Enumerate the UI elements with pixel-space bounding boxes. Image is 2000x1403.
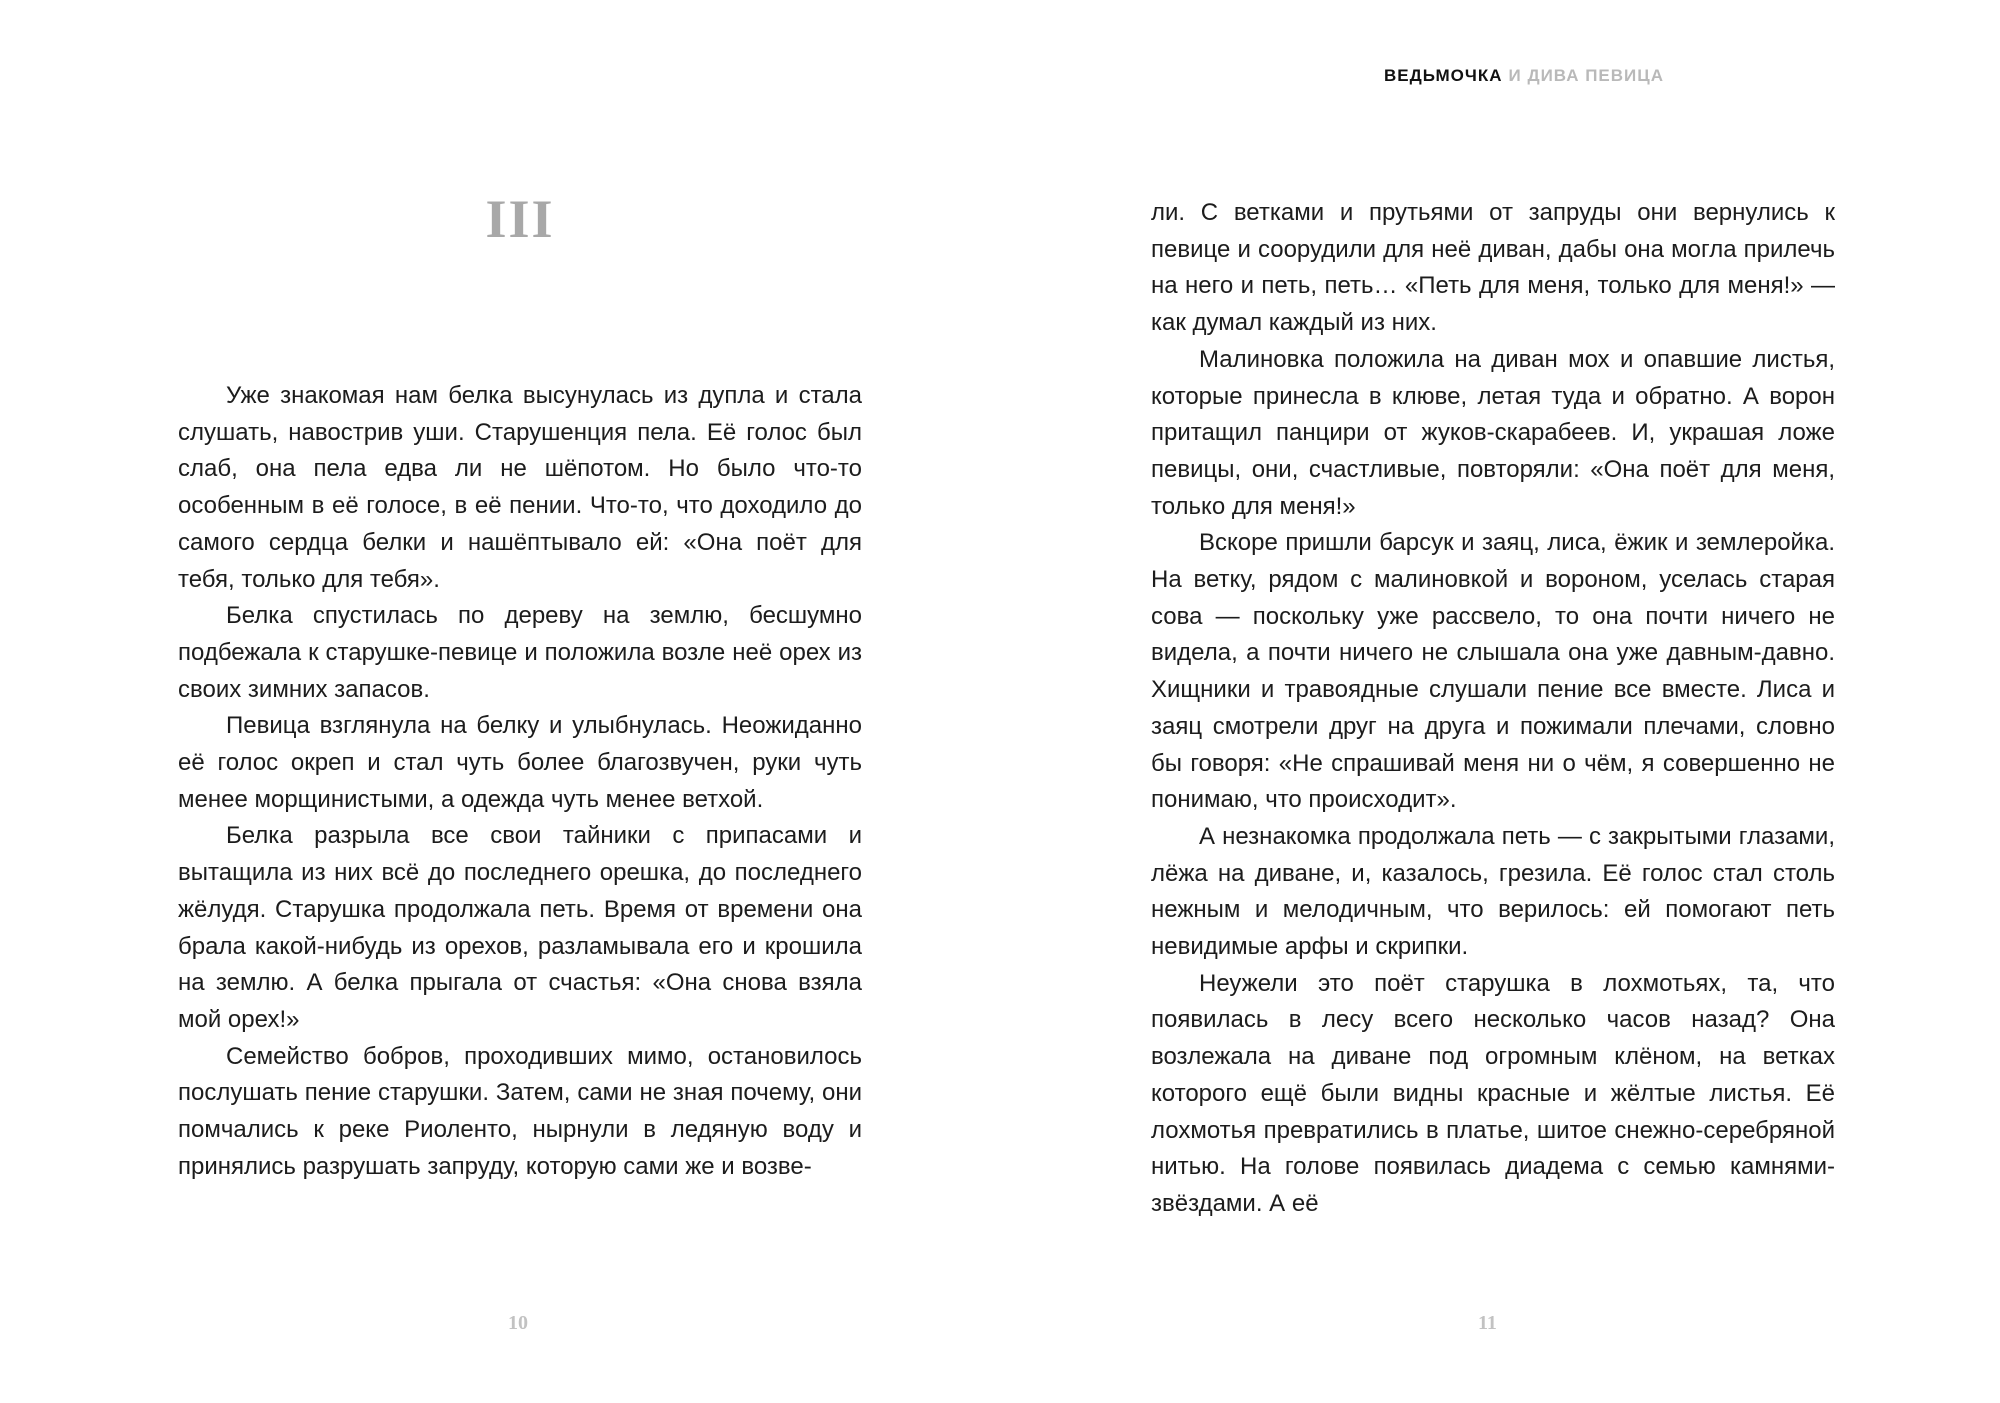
paragraph: Неужели это поёт старушка в лохмотьях, та, что появилась в лесу всего несколько часов назад? Она возлежала на диване под огромным клёном, на ветках которого ещё были видны красные и жёлтые листья. Её лохмотья превратились в платье, шитое снежно-серебряной нитью. На голове появилась диадема с семью камнями-звёздами. А её xyxy=(1151,969,1835,1217)
chapter-number: III xyxy=(485,189,555,249)
right-page xyxy=(1000,0,2000,1403)
paragraph: Певица взглянула на белку и улыбнулась. Неожиданно её голос окреп и стал чуть более благозвучен, руки чуть менее морщинистыми, а одежда чуть менее ветхой. xyxy=(178,712,862,813)
page-number-right: 11 xyxy=(1478,1312,1497,1334)
paragraph: Вскоре пришли барсук и заяц, лиса, ёжик и землеройка. На ветку, рядом с малиновкой и вороном, уселась старая сова — поскольку уже рассвело, то она почти ничего не видела, а почти ничего не слышала она уже давным-давно. Хищники и травоядные слушали пение все вместе. Лиса и заяц смотрели друг на друга и пожимали плечами, словно бы говоря: «Не спрашивай меня ни о чём, я совершенно не понимаю, что происходит». xyxy=(1151,529,1835,814)
paragraph: Малиновка положила на диван мох и опавшие листья, которые принесла в клюве, летая туда и обратно. А ворон притащил панцири от жуков-скарабеев. И, украшая ложе певицы, они, счастливые, повторяли: «Она поёт для меня, только для меня!» xyxy=(1151,345,1835,520)
right-page-text xyxy=(1151,195,1835,1223)
page-number-left: 10 xyxy=(508,1312,528,1334)
running-header-strong: ВЕДЬМОЧКА xyxy=(1384,66,1503,85)
paragraph: А незнакомка продолжала петь — с закрытыми глазами, лёжа на диване, и, казалось, грезила. Её голос стал столь нежным и мелодичным, что верилось: ей помогают петь невидимые арфы и скрипки. xyxy=(1151,822,1835,961)
running-header-light: И ДИВА ПЕВИЦА xyxy=(1508,66,1664,85)
paragraph: Белка спустилась по дереву на землю, бесшумно подбежала к старушке-певице и положила возле неё орех из своих зимних запасов. xyxy=(178,602,862,703)
left-page-text xyxy=(178,378,862,1185)
running-header xyxy=(1384,66,1664,86)
paragraph: ли. С ветками и прутьями от запруды они вернулись к певице и соорудили для неё диван, дабы она могла прилечь на него и петь, петь… «Петь для меня, только для меня!» — как думал каждый из них. xyxy=(1151,199,1835,337)
paragraph: Семейство бобров, проходивших мимо, остановилось послушать пение старушки. Затем, сами не зная почему, они помчались к реке Риоленто, нырнули в ледяную воду и принялись разрушать запруду, которую сами же и возве- xyxy=(178,1042,862,1180)
paragraph: Белка разрыла все свои тайники с припасами и вытащила из них всё до последнего орешка, до последнего жёлудя. Старушка продолжала петь. Время от времени она брала какой-нибудь из орехов, разламывала его и крошила на землю. А белка прыгала от счастья: «Она снова взяла мой орех!» xyxy=(178,822,862,1033)
paragraph: Уже знакомая нам белка высунулась из дупла и стала слушать, навострив уши. Старушенция пела. Её голос был слаб, она пела едва ли не шёпотом. Но было что-то особенным в её голосе, в её пении. Что-то, что доходило до самого сердца белки и нашёптывало ей: «Она поёт для тебя, только для тебя». xyxy=(178,382,862,593)
